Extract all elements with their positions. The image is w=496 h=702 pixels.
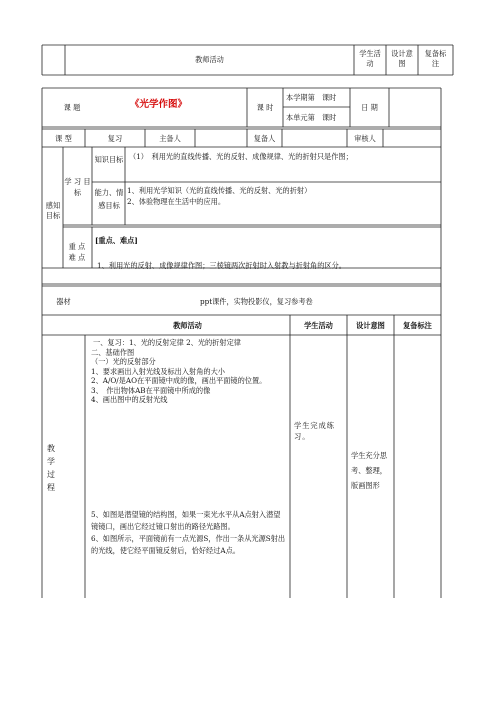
ability-goal-line-2: 2、体验物理在生活中的应用。 xyxy=(127,197,226,206)
materials-text: ppt课件，实物投影仪，复习参考卷 xyxy=(200,297,313,306)
period-label: 课 时 xyxy=(256,103,274,112)
period-unit: 本单元第 课时 xyxy=(286,113,337,122)
process-header-teacher: 教师活动 xyxy=(173,321,202,330)
process-label: 教 学 过 程 xyxy=(47,444,55,492)
knowledge-goal-text: （1） 利用光的直线传播、光的反射、成像规律、光的折射只是作图； xyxy=(129,152,353,161)
header-design-intent xyxy=(386,49,418,68)
header-review-notes xyxy=(418,49,453,68)
knowledge-goal-label: 知识目标 xyxy=(94,155,124,164)
type-label: 课 型 xyxy=(55,134,72,143)
objectives-inner-label: 学 习 目 标 xyxy=(64,177,91,197)
process-line: 一、复习：1、光的反射定律 2、光的折射定律 xyxy=(93,338,241,347)
type-value: 复习 xyxy=(107,134,123,143)
process-line: 3、 作出物体AB在平面镜中所成的像 xyxy=(91,385,211,395)
header-student-activity-text: 学生活动 xyxy=(359,49,381,68)
date-label: 日 期 xyxy=(361,103,378,112)
ability-goal-label: 能力、情感目标 xyxy=(94,188,124,210)
ability-goal-line-1: 1、利用光学知识（光的直线传播、光的反射、光的折射） xyxy=(127,186,312,195)
process-line: （一）光的反射部分 xyxy=(91,357,156,366)
process-header-student: 学生活动 xyxy=(304,321,333,330)
header-student-activity xyxy=(354,49,386,68)
header-teacher-activity: 教师活动 xyxy=(195,55,224,64)
design-intent-text: 学生充分思考、整理，版画图形 xyxy=(351,451,387,490)
process-item-6: 6、如图所示，平面镜前有一点光源S，作出一条从光源S射出的光线，使它经平面镜反射后，恰好经过A点。 xyxy=(91,534,286,555)
key-points-label: 重 点 难 点 xyxy=(68,242,86,262)
topic-label: 课 题 xyxy=(63,103,81,112)
header-design-intent-text: 设计意图 xyxy=(391,49,413,68)
lead-preparer-label: 主备人 xyxy=(159,134,181,143)
process-line: 4、画出图中的反射光线 xyxy=(91,395,168,404)
process-header-design: 设计意图 xyxy=(356,321,385,330)
topic-value: 《光学作图》 xyxy=(130,99,188,110)
key-points-text: 1、利用光的反射、成像规律作图；三棱镜两次折射时入射教与折射角的区分。 xyxy=(97,261,346,270)
period-semester: 本学期第 课时 xyxy=(286,93,337,102)
process-line: 2、A/O/是AO在平面镜中成的像，画出平面镜的位置。 xyxy=(91,376,267,385)
process-item-5: 5、如图是潜望镜的结构图，如果一束光水平从A点射入潜望镜镜口，画出它经过镜口射出的路径光路图。 xyxy=(91,510,281,531)
co-preparer-label: 复备人 xyxy=(253,134,276,143)
process-lines xyxy=(91,338,289,405)
key-points-heading: [重点、难点] xyxy=(95,236,138,245)
objectives-outer-label: 感知目标 xyxy=(45,201,61,220)
header-review-notes-text: 复备标注 xyxy=(424,49,447,68)
process-line: 二、基础作图 xyxy=(91,347,135,357)
student-activity-text: 学生完成练习。 xyxy=(294,421,335,441)
process-header-review: 复备标注 xyxy=(403,321,432,330)
materials-label: 器材 xyxy=(56,297,71,306)
reviewer-label: 审核人 xyxy=(354,134,376,143)
process-line: 1、要求画出入射光线及标出入射角的大小 xyxy=(91,366,225,376)
